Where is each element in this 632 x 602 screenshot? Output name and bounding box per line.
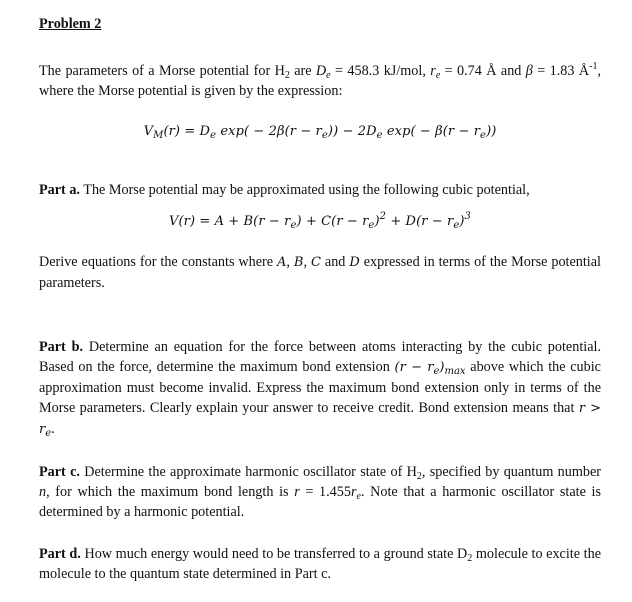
cubic-potential-equation: $V(r) = A + B(r - r_e) + C(r - r_e)^2 + D(r - r_e)^3$: [168, 211, 472, 231]
part-a-label: Part a.: [39, 182, 80, 198]
part-d-prompt: Part d. How much energy would need to be transferred to a ground state $D_2$ molecule to excite the molecule to the quantum state determined in Part c.: [39, 546, 601, 582]
intro-paragraph: The parameters of a Morse potential for $H_2$ are $D_e = 458.3$ kJ/mol, $r_e = 0.74$ Å and β = 1.83 $Å^{-1}$, where the Morse potential is given by the expression:: [39, 61, 601, 99]
problem-document: [39, 14, 601, 584]
part-a-prompt: Part a. The Morse potential may be approximated using the following cubic potential,: [39, 182, 530, 198]
part-a-derive-text: Derive equations for the constants where A, B, C and D expressed in terms of the Morse potential parameters.: [39, 254, 601, 291]
part-c-prompt: Part c. Determine the approximate harmonic oscillator state of $H_2$, specified by quantum number n, for which the maximum bond length is $r = 1.455r_e$. Note that a harmonic oscillator state is determined by a harmonic potential.: [39, 464, 601, 520]
part-c-label: Part c.: [39, 464, 80, 480]
part-d-label: Part d.: [39, 546, 81, 562]
problem-title: Problem 2: [39, 16, 102, 32]
part-b-prompt: Part b. Determine an equation for the force between atoms interacting by the cubic potential. Based on the force, determine the maximum bond extension $(r - r_e)_{max}$ above which the cubic approximation must become invalid. Express the maximum bond extension only in terms of the Morse parameters. Clearly explain your answer to receive credit. Bond extension means that $r > r_e$.: [39, 339, 601, 439]
part-b-label: Part b.: [39, 339, 84, 355]
morse-potential-equation: $V_M(r) = D_e$ $\exp( - 2\beta(r - r_e)) - 2D_e$ $\exp( - \beta(r - r_e))$: [143, 124, 497, 141]
